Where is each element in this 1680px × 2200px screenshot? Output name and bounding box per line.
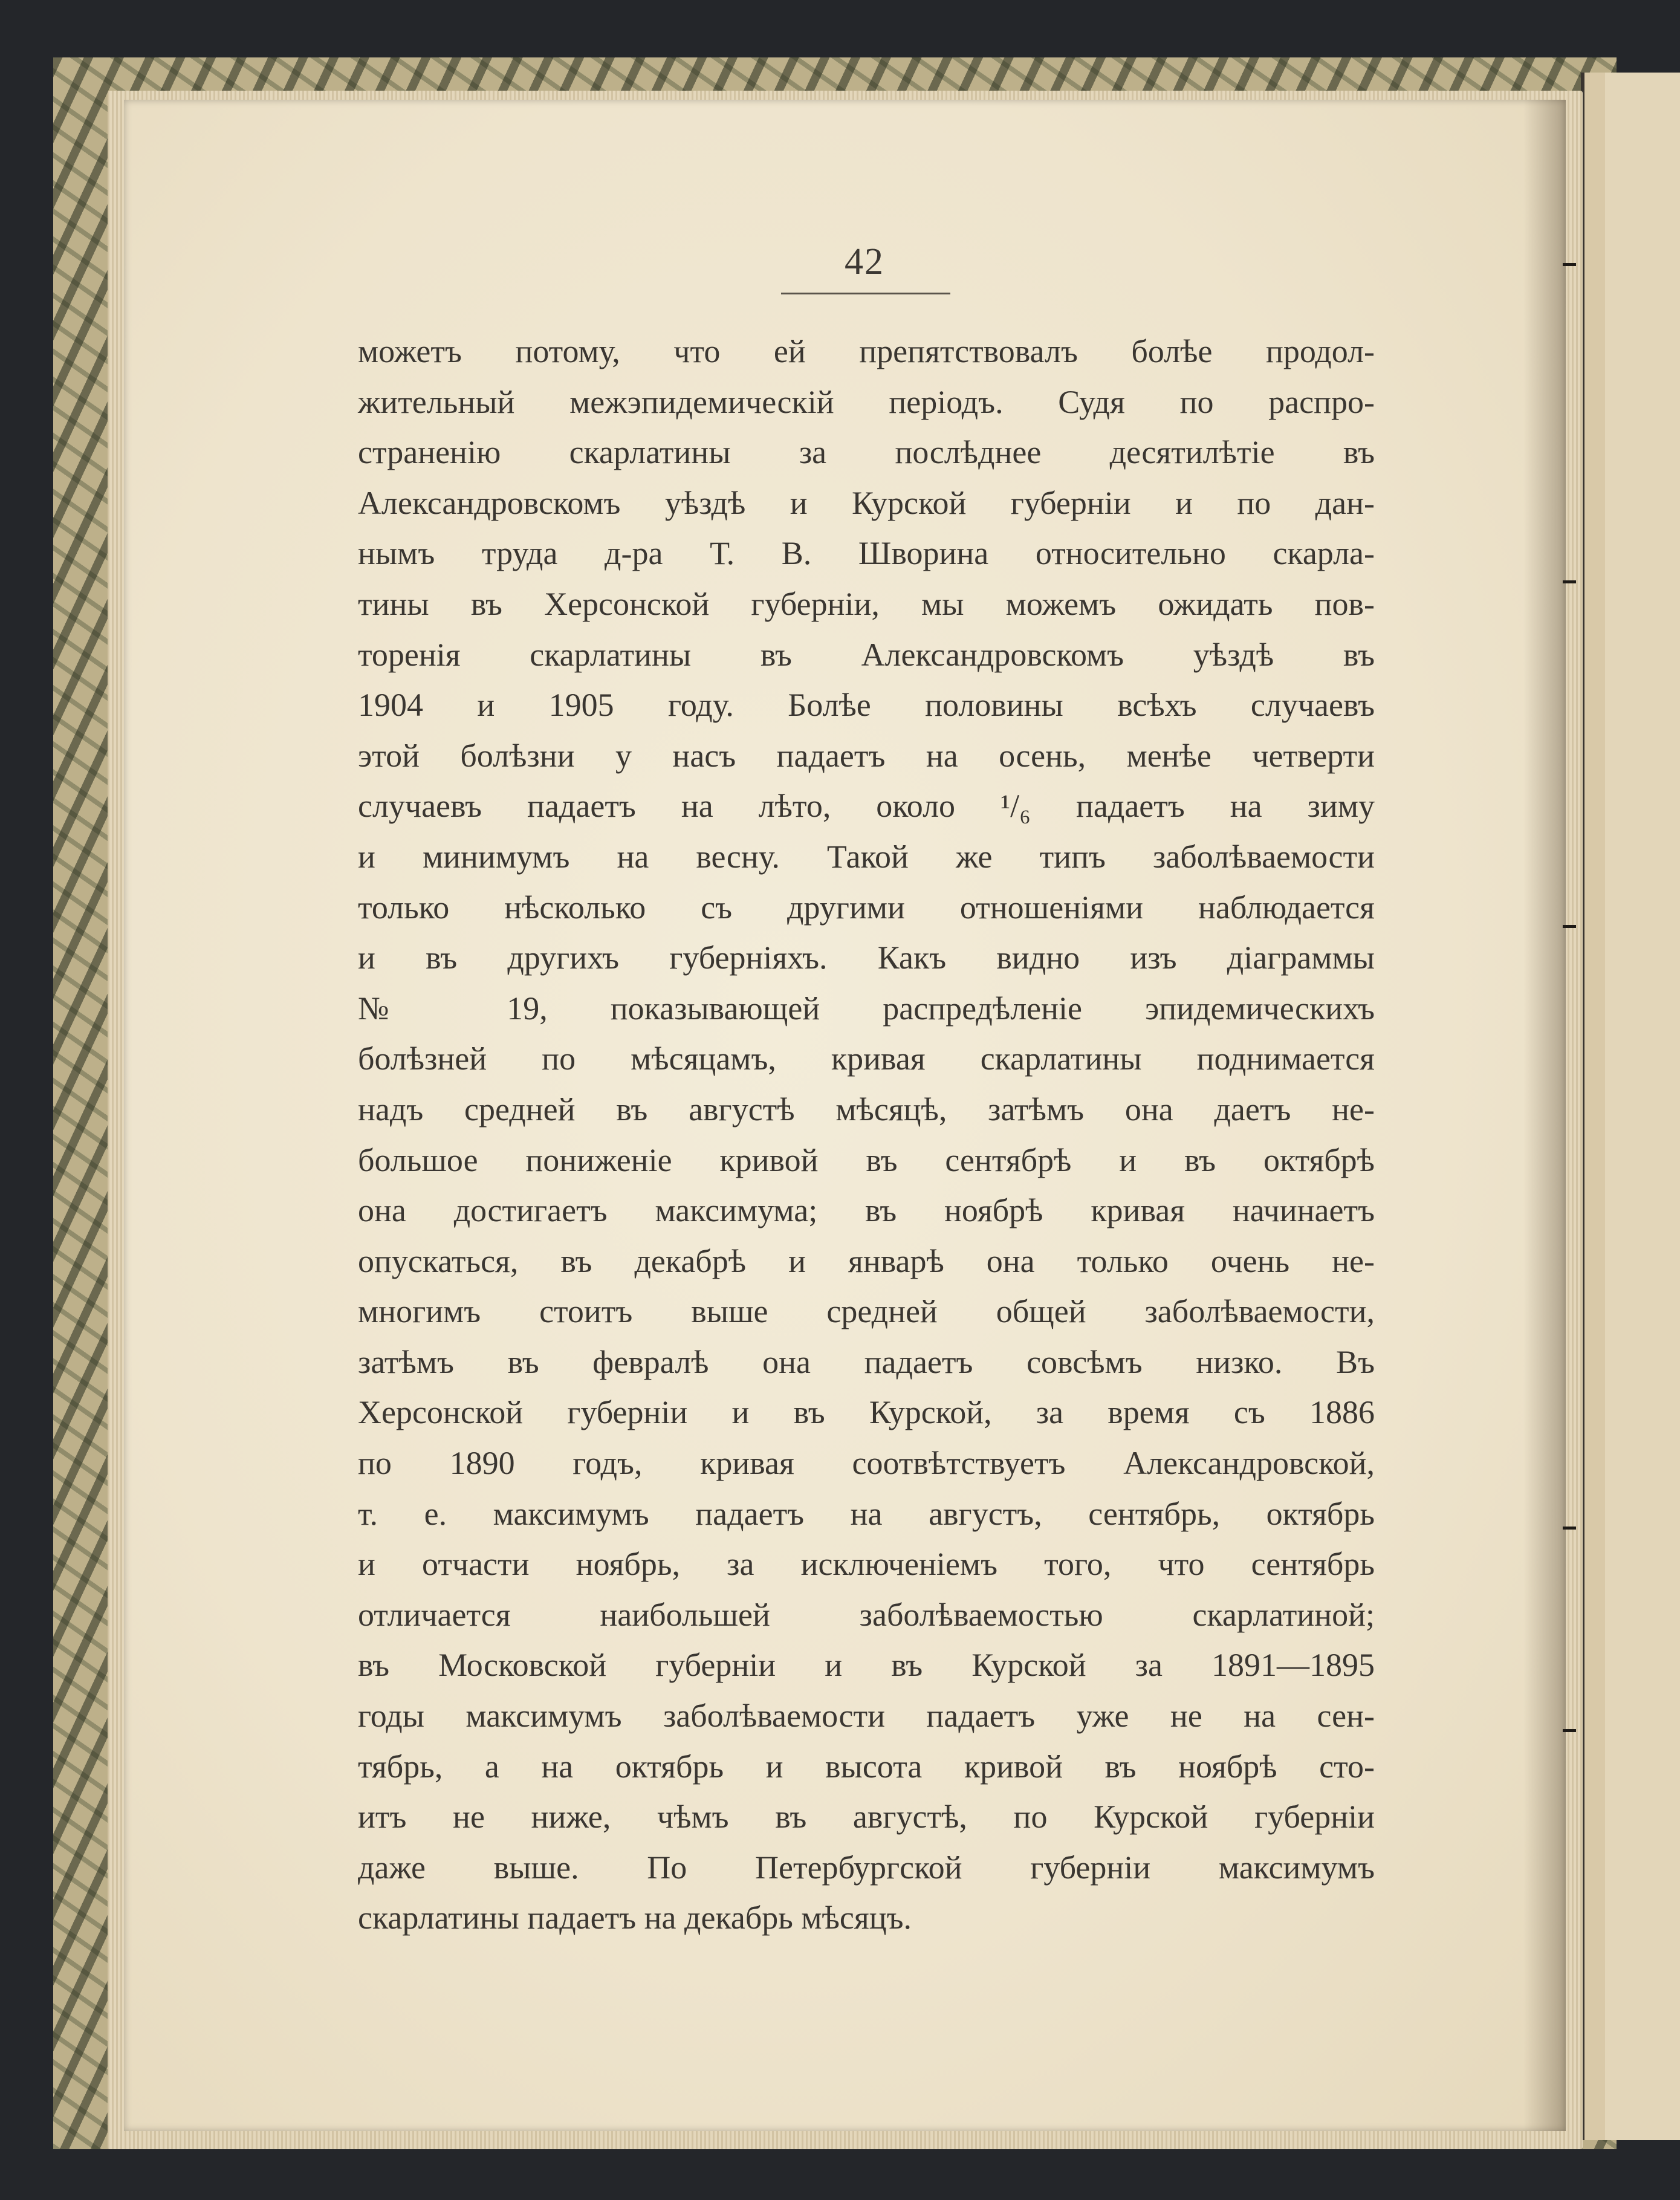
binding-stitch bbox=[1563, 1729, 1576, 1732]
text-line: Херсонской губерніи и въ Курской, за время съ 1886 bbox=[358, 1394, 1375, 1431]
text-line: итъ не ниже, чѣмъ въ августѣ, по Курской губерніи bbox=[358, 1799, 1375, 1835]
text-line: опускаться, въ декабрѣ и январѣ она только очень не- bbox=[358, 1242, 1375, 1279]
text-line: и въ другихъ губерніяхъ. Какъ видно изъ діаграммы bbox=[358, 939, 1375, 976]
text-line: и минимумъ на весну. Такой же типъ заболѣваемости bbox=[358, 838, 1375, 875]
text-line: она достигаетъ максимума; въ ноябрѣ кривая начинаетъ bbox=[358, 1192, 1375, 1229]
text-line: тины въ Херсонской губерніи, мы можемъ ожидать пов- bbox=[358, 585, 1375, 622]
text-line: отличается наибольшей заболѣваемостью скарлатиной; bbox=[358, 1596, 1375, 1633]
text-line: торенія скарлатины въ Александровскомъ уѣздѣ въ bbox=[358, 636, 1375, 673]
text-line: скарлатины падаетъ на декабрь мѣсяцъ. bbox=[358, 1900, 912, 1936]
text-line: 1904 и 1905 году. Болѣе половины всѣхъ случаевъ bbox=[358, 687, 1375, 724]
text-line: этой болѣзни у насъ падаетъ на осень, менѣе четверти bbox=[358, 737, 1375, 774]
text-line: только нѣсколько съ другими отношеніями наблюдается bbox=[358, 889, 1375, 926]
text-line: нымъ труда д-ра Т. В. Шворина относительно скарла- bbox=[358, 535, 1375, 572]
body-text bbox=[358, 326, 1375, 1944]
text-line: въ Московской губерніи и въ Курской за 1891—1895 bbox=[358, 1647, 1375, 1684]
page-number-rule bbox=[781, 293, 950, 294]
text-line: по 1890 годъ, кривая соотвѣтствуетъ Александровской, bbox=[358, 1445, 1375, 1482]
text-line: затѣмъ въ февралѣ она падаетъ совсѣмъ низко. Въ bbox=[358, 1343, 1375, 1380]
text-line: болѣзней по мѣсяцамъ, кривая скарлатины поднимается bbox=[358, 1040, 1375, 1077]
text-line: жительный межэпидемическій періодъ. Судя по распро- bbox=[358, 383, 1375, 420]
binding-stitch bbox=[1563, 580, 1576, 583]
text-line: многимъ стоитъ выше средней общей заболѣваемости, bbox=[358, 1293, 1375, 1330]
text-line: годы максимумъ заболѣваемости падаетъ уже не на сен- bbox=[358, 1698, 1375, 1734]
binding-stitch bbox=[1563, 263, 1576, 266]
text-line: надъ средней въ августѣ мѣсяцѣ, затѣмъ она даетъ не- bbox=[358, 1091, 1375, 1128]
adjacent-page-edge bbox=[1581, 73, 1680, 2140]
text-line: страненію скарлатины за послѣднее десятилѣтіе въ bbox=[358, 434, 1375, 471]
text-line: случаевъ падаетъ на лѣто, около ¹/₆ падаетъ на зиму bbox=[358, 788, 1375, 825]
text-line: даже выше. По Петербургской губерніи максимумъ bbox=[358, 1849, 1375, 1886]
gutter-shadow bbox=[1523, 100, 1566, 2131]
binding-stitch bbox=[1563, 1527, 1576, 1530]
text-line: большое пониженіе кривой въ сентябрѣ и въ октябрѣ bbox=[358, 1141, 1375, 1178]
binding-stitch bbox=[1563, 925, 1576, 928]
text-line: тябрь, а на октябрь и высота кривой въ ноябрѣ сто- bbox=[358, 1748, 1375, 1785]
page-number: 42 bbox=[845, 241, 884, 282]
text-line: и отчасти ноябрь, за исключеніемъ того, что сентябрь bbox=[358, 1546, 1375, 1583]
text-line: Александровскомъ уѣздѣ и Курской губерніи и по дан- bbox=[358, 484, 1375, 521]
text-line: можетъ потому, что ей препятствовалъ болѣе продол- bbox=[358, 333, 1375, 369]
text-line: т. е. максимумъ падаетъ на августъ, сентябрь, октябрь bbox=[358, 1495, 1375, 1532]
text-line: № 19, показывающей распредѣленіе эпидемическихъ bbox=[358, 990, 1375, 1027]
